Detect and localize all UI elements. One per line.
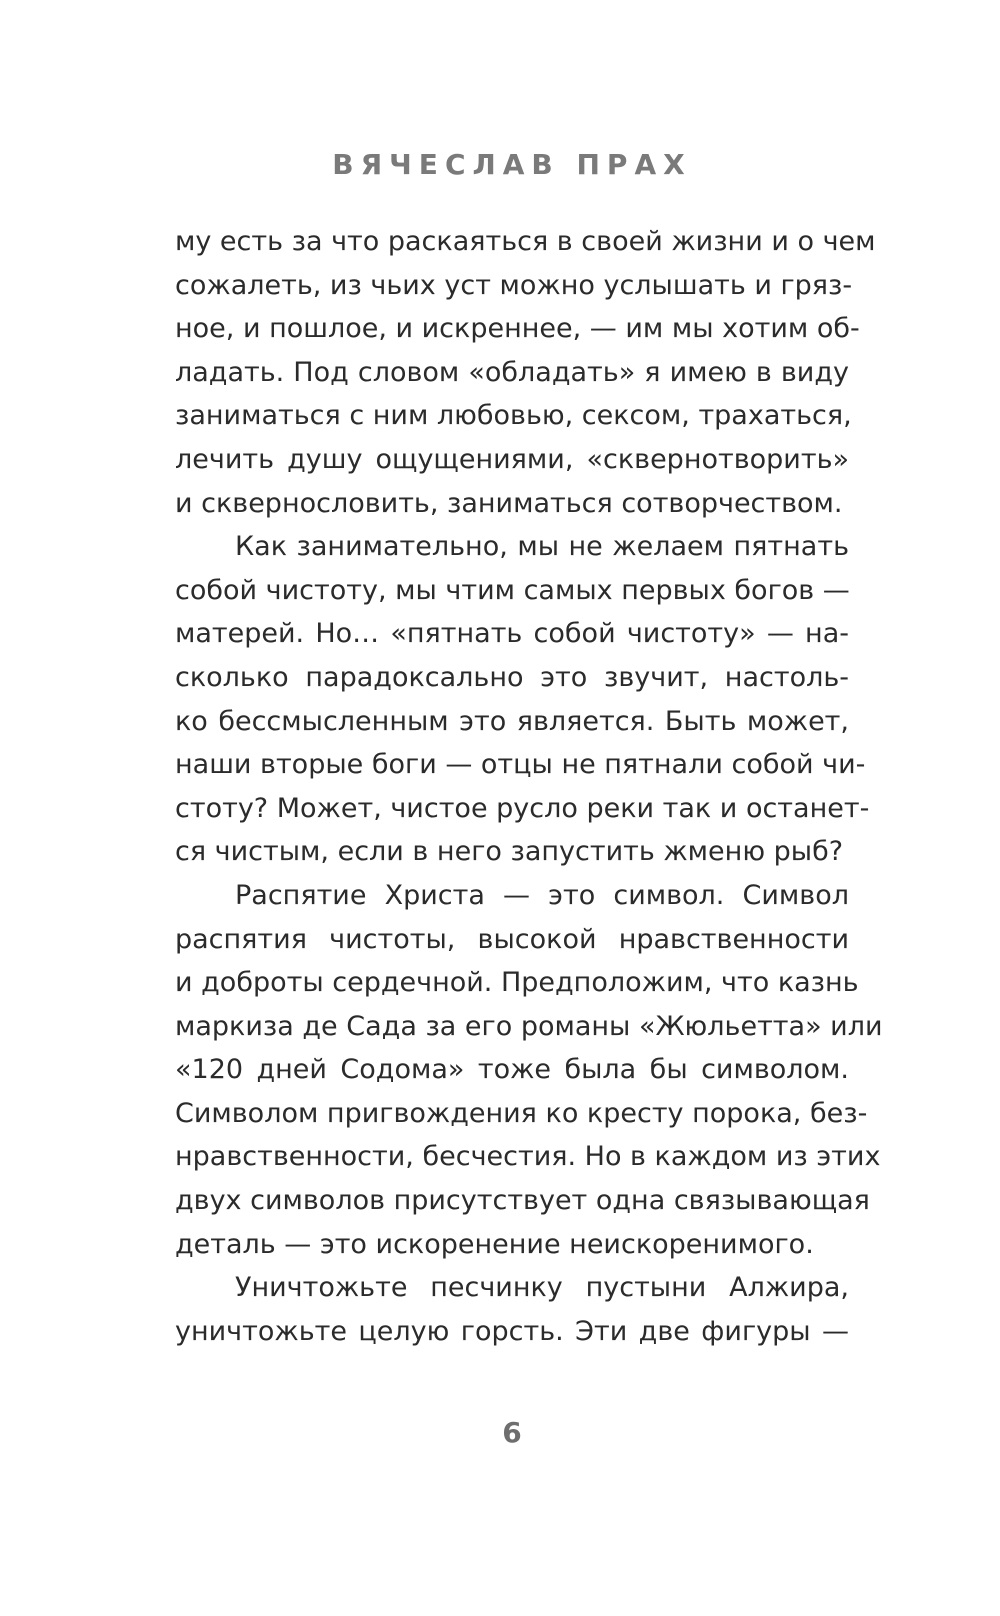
running-head-author: ВЯЧЕСЛАВ ПРАХ <box>332 148 692 181</box>
text-line: ное, и пошлое, и искреннее, — им мы хотим об- <box>175 313 860 345</box>
text-line: распятия чистоты, высокой нравственности <box>175 923 849 955</box>
text-line: «120 дней Содома» тоже была бы символом. <box>175 1054 849 1086</box>
text-line: уничтожьте целую горсть. Эти две фигуры — <box>175 1315 849 1347</box>
text-line: ся чистым, если в него запустить жменю рыб? <box>175 836 844 868</box>
text-line: ладать. Под словом «обладать» я имею в виду <box>175 356 849 388</box>
text-line: Символом пригвождения ко кресту порока, без- <box>175 1097 868 1129</box>
text-line: заниматься с ним любовью, сексом, трахаться, <box>175 400 852 432</box>
paragraph-first-line: Распятие Христа — это символ. Символ <box>235 879 849 911</box>
paragraph-first-line: Уничтожьте песчинку пустыни Алжира, <box>235 1272 849 1304</box>
text-line: двух символов присутствует одна связывающая <box>175 1185 870 1217</box>
text-line: маркиза де Сада за его романы «Жюльетта» или <box>175 1010 883 1042</box>
text-line: матерей. Но… «пятнать собой чистоту» — на- <box>175 618 849 650</box>
text-line: нравственности, бесчестия. Но в каждом из этих <box>175 1141 881 1173</box>
text-line: сожалеть, из чьих уст можно услышать и гряз- <box>175 269 853 301</box>
text-line: сколько парадоксально это звучит, настоль- <box>175 661 849 693</box>
text-line: ко бессмысленным это является. Быть может, <box>175 705 849 737</box>
text-line: му есть за что раскаяться в своей жизни и о чем <box>175 226 876 257</box>
text-line: и сквернословить, заниматься сотворчеством. <box>175 487 843 519</box>
text-line: стоту? Может, чистое русло реки так и останет- <box>175 792 870 824</box>
text-line: собой чистоту, мы чтим самых первых богов — <box>175 574 850 606</box>
page-number: 6 <box>502 1416 522 1449</box>
text-line: наши вторые боги — отцы не пятнали собой чи- <box>175 749 866 781</box>
text-line: лечить душу ощущениями, «сквернотворить» <box>175 443 849 475</box>
body-text <box>175 220 883 1353</box>
text-line: и доброты сердечной. Предположим, что казнь <box>175 967 859 999</box>
paragraph-first-line: Как занимательно, мы не желаем пятнать <box>235 531 849 563</box>
text-line: деталь — это искоренение неискоренимого. <box>175 1228 814 1260</box>
